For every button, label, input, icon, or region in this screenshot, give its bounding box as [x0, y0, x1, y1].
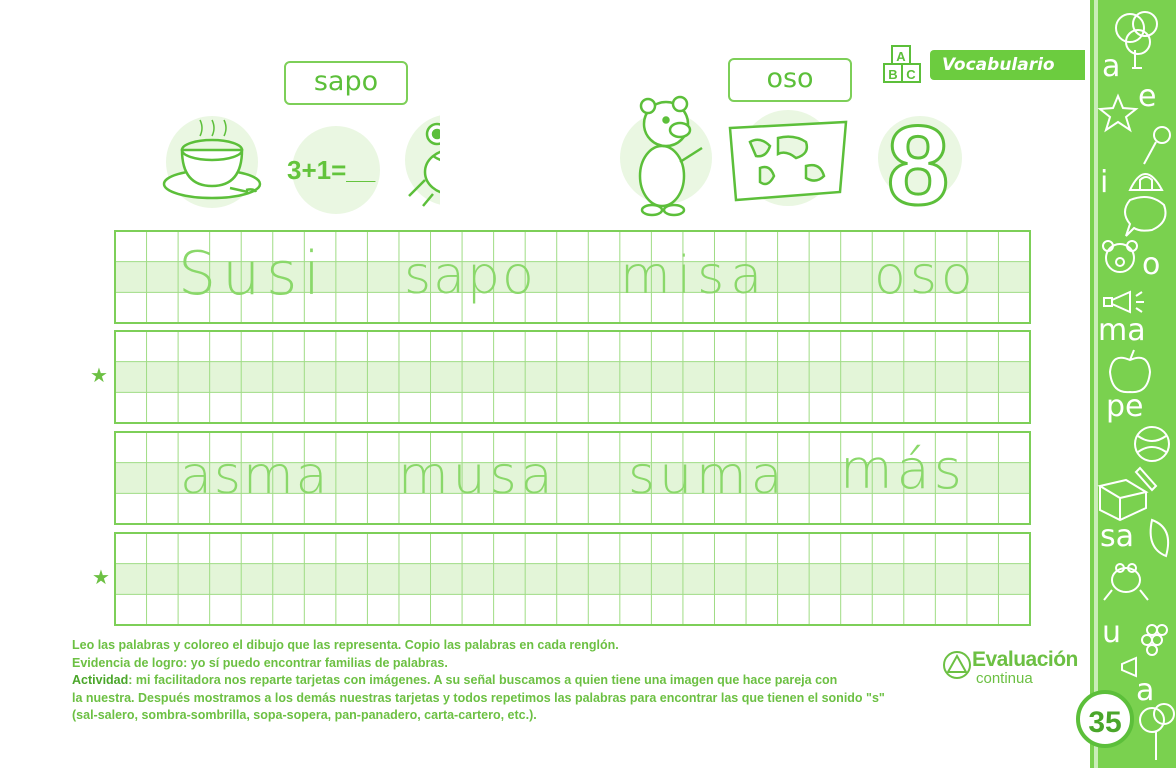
sidebar-letter-ma: ma — [1098, 313, 1146, 348]
evaluation-title: Evaluación — [972, 648, 1078, 671]
writing-row-4[interactable] — [115, 533, 1030, 625]
sidebar-letter-pe: pe — [1106, 389, 1144, 424]
row1-word-misa: misa — [620, 246, 769, 306]
row3-word-musa: musa — [398, 446, 557, 506]
sidebar-letter-e: e — [1138, 79, 1157, 114]
sidebar-letter-i: i — [1100, 165, 1109, 200]
row3-word-mas: más — [840, 438, 966, 501]
instruction-line-3 — [72, 672, 952, 690]
word-card-sapo: sapo — [284, 61, 408, 105]
sidebar-letter-a-bottom: a — [1136, 673, 1155, 708]
page-number: 35 — [1076, 690, 1134, 748]
instruction-line-4: la nuestra. Después mostramos a los demás nuestras tarjetas y todos repetimos las palabras para encontrar las que tienen el sonido "s" — [72, 690, 885, 705]
section-label: Vocabulario — [930, 50, 1085, 80]
activity-text: : mi facilitadora nos reparte tarjetas con imágenes. A su señal buscamos a quien tiene una imagen que hace pareja con — [128, 673, 838, 687]
activity-label: Actividad — [72, 673, 129, 687]
word-card-oso: oso — [728, 58, 852, 102]
writing-row-2[interactable] — [115, 331, 1030, 423]
instruction-line-1: Leo las palabras y coloreo el dibujo que las representa. Copio las palabras en cada renglón. — [72, 638, 619, 652]
abc-block-c: C — [906, 67, 916, 82]
abc-block-b: B — [888, 67, 898, 82]
sidebar-letter-a: a — [1102, 49, 1121, 84]
row3-word-asma: asma — [180, 446, 330, 506]
row4-star-icon: ★ — [92, 567, 110, 589]
instruction-line-2: Evidencia de logro: yo sí puedo encontrar familias de palabras. — [72, 655, 448, 670]
evaluation-triangle-icon — [942, 650, 974, 682]
guide-band — [115, 362, 1030, 393]
math-equation: 3+1=__ — [287, 155, 376, 185]
instructions — [72, 637, 952, 725]
guide-band — [115, 564, 1030, 595]
sidebar-letter-o: o — [1142, 247, 1161, 282]
row1-word-oso: oso — [874, 246, 977, 306]
sidebar-letter-u: u — [1102, 615, 1122, 650]
sidebar-letter-sa: sa — [1100, 519, 1135, 554]
row2-star-icon: ★ — [90, 365, 108, 387]
instruction-line-5: (sal-salero, sombra-sombrilla, sopa-sopera, pan-panadero, carta-cartero, etc.). — [72, 708, 537, 722]
number-eight-icon: 8 — [886, 103, 950, 228]
row3-word-suma: suma — [628, 446, 787, 506]
evaluation-subtitle: continua — [976, 670, 1033, 687]
row1-word-sapo: sapo — [404, 246, 536, 306]
abc-block-a: A — [896, 49, 906, 64]
row1-word-susi: Susi — [178, 239, 327, 309]
